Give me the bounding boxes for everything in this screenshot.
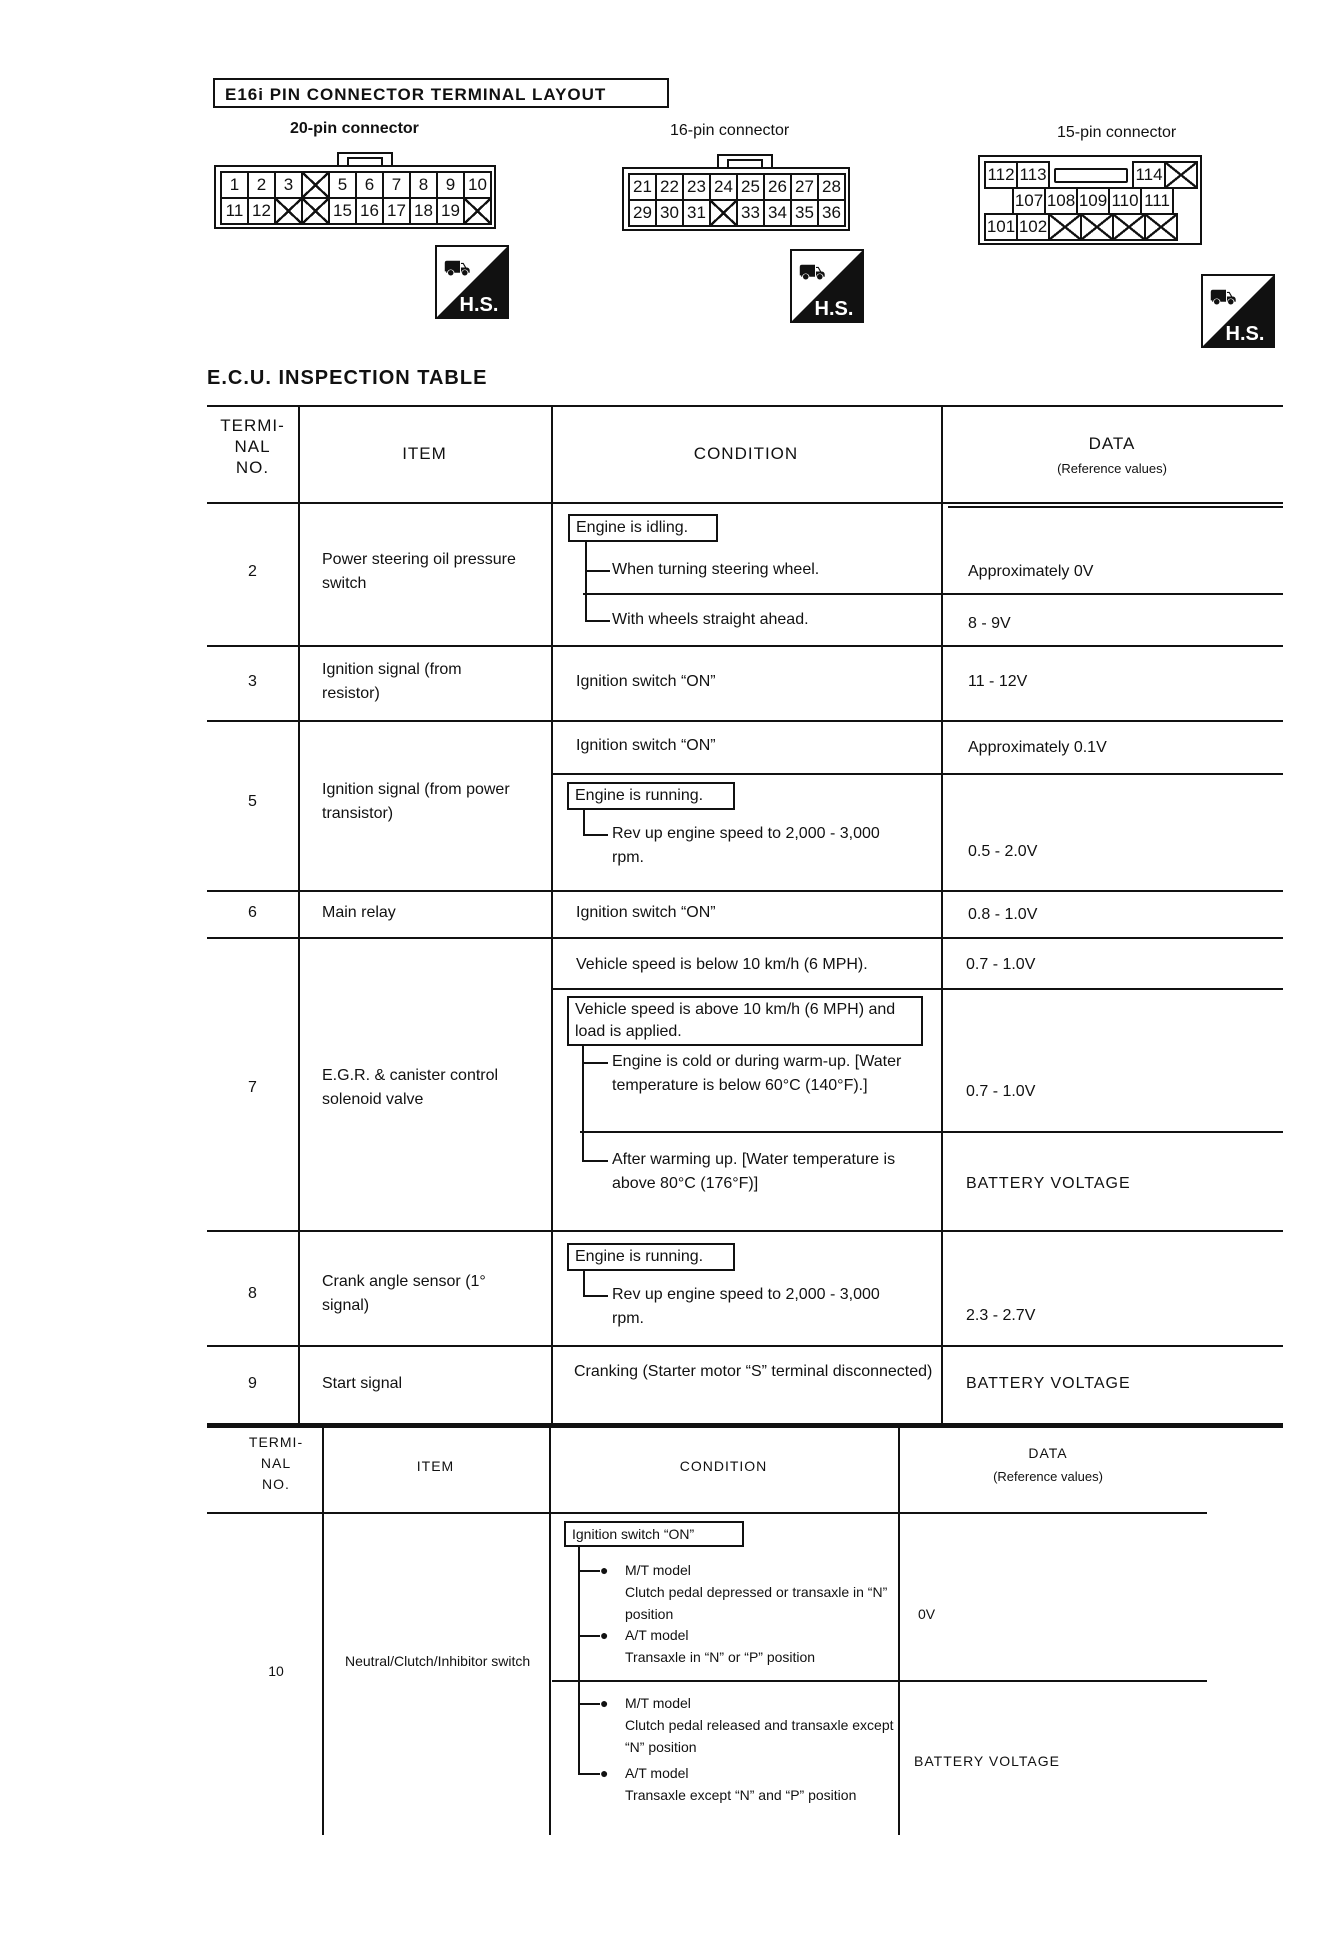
connector20 <box>214 165 496 229</box>
connector-pin-blank <box>301 197 330 225</box>
row7-data-c: BATTERY VOLTAGE <box>966 1175 1131 1192</box>
row7-item: E.G.R. & canister control solenoid valve <box>322 1067 499 1108</box>
connector16 <box>622 167 850 231</box>
connector-pin: 8 <box>409 171 438 199</box>
connector-pin: 101 <box>984 213 1018 241</box>
row10-bullet-icon: ● <box>600 1627 609 1643</box>
row5-cond-a: Ignition switch “ON” <box>576 737 716 754</box>
row10-item: Neutral/Clutch/Inhibitor switch <box>345 1653 531 1669</box>
row9-data: BATTERY VOLTAGE <box>966 1375 1131 1392</box>
row10-data-b: BATTERY VOLTAGE <box>914 1753 1060 1769</box>
connector-pin: 22 <box>655 173 684 201</box>
header-condition: CONDITION <box>693 444 799 463</box>
row3-cond: Ignition switch “ON” <box>576 673 716 690</box>
connector-pin: 21 <box>628 173 657 201</box>
row5-item: Ignition signal (from power transistor) <box>322 781 510 822</box>
connector-pin: 3 <box>274 171 303 199</box>
connector-pin: 23 <box>682 173 711 201</box>
row3-terminal: 3 <box>248 673 257 690</box>
connector-pin-blank <box>1164 161 1198 189</box>
row2-terminal: 2 <box>248 563 257 580</box>
t2-header-data: DATA <box>1028 1445 1068 1461</box>
row6-cond: Ignition switch “ON” <box>576 904 716 921</box>
connector-pin: 1 <box>220 171 249 199</box>
connector-pin: 113 <box>1016 161 1050 189</box>
svg-text:⛟: ⛟ <box>798 260 826 285</box>
hs-badge-text: H.S. <box>459 294 499 316</box>
row8-cond: Rev up engine speed to 2,000 - 3,000 rpm. <box>612 1286 880 1327</box>
row6-data: 0.8 - 1.0V <box>968 906 1038 923</box>
row10-mt2-title: M/T model <box>625 1695 691 1711</box>
connector-pin: 6 <box>355 171 384 199</box>
row10-cond-box: Ignition switch “ON” <box>564 1521 744 1547</box>
connector-pin-blank <box>301 171 330 199</box>
table-title: E.C.U. INSPECTION TABLE <box>207 367 488 389</box>
row8-terminal: 8 <box>248 1285 257 1302</box>
row9-cond: Cranking (Starter motor “S” terminal disconnected) <box>574 1363 933 1380</box>
row7-data-b: 0.7 - 1.0V <box>966 1083 1036 1100</box>
connector15 <box>978 155 1202 245</box>
connector-pin: 16 <box>355 197 384 225</box>
row2-data-b: 8 - 9V <box>968 615 1011 632</box>
hs-badge-icon <box>1201 274 1275 348</box>
connector-pin: 112 <box>984 161 1018 189</box>
row10-mt2-text: Clutch pedal released and transaxle except “N” position <box>625 1717 894 1755</box>
connector-pin: 35 <box>790 199 819 227</box>
header-data: DATA <box>1088 434 1136 453</box>
connector-key <box>1048 161 1134 189</box>
row9-item: Start signal <box>322 1375 403 1392</box>
row10-mt1-text: Clutch pedal depressed or transaxle in “N” position <box>625 1584 888 1622</box>
connector20-row2 <box>220 197 490 223</box>
row5-terminal: 5 <box>248 793 257 810</box>
row2-cond-b: With wheels straight ahead. <box>612 611 809 628</box>
connector-pin: 7 <box>382 171 411 199</box>
connector-pin: 108 <box>1044 187 1078 215</box>
row5-cond-b: Rev up engine speed to 2,000 - 3,000 rpm. <box>612 825 880 866</box>
row7-data-a: 0.7 - 1.0V <box>966 956 1036 973</box>
hs-badge-text: H.S. <box>814 298 854 320</box>
hs-badge-icon <box>435 245 509 319</box>
row5-data-a: Approximately 0.1V <box>968 739 1107 756</box>
connector-pin-blank <box>1112 213 1146 241</box>
connector-pin-blank <box>709 199 738 227</box>
row2-data-a: Approximately 0V <box>968 563 1094 580</box>
row10-bullet-icon: ● <box>600 1562 609 1578</box>
connector-pin-blank <box>1144 213 1178 241</box>
connector-pin: 29 <box>628 199 657 227</box>
connector-pin: 102 <box>1016 213 1050 241</box>
layout-title: E16i PIN CONNECTOR TERMINAL LAYOUT <box>213 78 669 108</box>
row10-at1-title: A/T model <box>625 1627 689 1643</box>
connector-pin: 110 <box>1108 187 1142 215</box>
header-terminal: TERMI- NAL NO. <box>220 416 285 477</box>
connector16-row1 <box>628 173 844 199</box>
connector-pin: 12 <box>247 197 276 225</box>
header-item: ITEM <box>402 444 447 463</box>
connector15-row1 <box>984 161 1196 187</box>
row10-data-a: 0V <box>918 1606 936 1622</box>
row2-item: Power steering oil pressure switch <box>322 551 516 592</box>
row10-at2-text: Transaxle except “N” and “P” position <box>625 1787 857 1803</box>
connector-pin: 34 <box>763 199 792 227</box>
header-data-sub: (Reference values) <box>1057 461 1167 476</box>
connector15-label: 15-pin connector <box>1057 124 1177 141</box>
row7-terminal: 7 <box>248 1079 257 1096</box>
row6-terminal: 6 <box>248 904 257 921</box>
connector-pin-blank <box>274 197 303 225</box>
connector-pin: 36 <box>817 199 846 227</box>
row2-cond-box: Engine is idling. <box>568 514 718 542</box>
t2-header-terminal: TERMI- NAL NO. <box>248 1434 304 1492</box>
row5-data-b: 0.5 - 2.0V <box>968 843 1038 860</box>
connector-pin: 5 <box>328 171 357 199</box>
connector-pin: 15 <box>328 197 357 225</box>
row10-bullet-icon: ● <box>600 1695 609 1711</box>
connector-pin: 27 <box>790 173 819 201</box>
t2-header-condition: CONDITION <box>679 1458 768 1474</box>
row7-cond-a: Vehicle speed is below 10 km/h (6 MPH). <box>576 956 868 973</box>
svg-text:⛟: ⛟ <box>443 256 471 281</box>
row8-cond-box: Engine is running. <box>567 1243 735 1271</box>
connector15-row3 <box>984 213 1196 239</box>
connector-pin: 26 <box>763 173 792 201</box>
connector20-label: 20-pin connector <box>290 120 419 137</box>
row7-cond-box: Vehicle speed is above 10 km/h (6 MPH) and load is applied. <box>567 996 923 1046</box>
row2-cond-a: When turning steering wheel. <box>612 561 820 578</box>
connector-pin: 114 <box>1132 161 1166 189</box>
row8-item: Crank angle sensor (1° signal) <box>322 1273 486 1314</box>
connector-pin: 9 <box>436 171 465 199</box>
connector-pin: 30 <box>655 199 684 227</box>
row7-cond-c: After warming up. [Water temperature is above 80°C (176°F)] <box>612 1151 896 1192</box>
row10-terminal: 10 <box>268 1663 284 1679</box>
row3-item: Ignition signal (from resistor) <box>322 661 462 702</box>
connector15-row2 <box>984 187 1196 213</box>
t2-header-item: ITEM <box>416 1458 455 1474</box>
row7-cond-b: Engine is cold or during warm-up. [Water temperature is below 60°C (140°F).] <box>612 1053 902 1094</box>
row9-terminal: 9 <box>248 1375 257 1392</box>
connector-pin-blank <box>1080 213 1114 241</box>
connector-pin: 107 <box>1012 187 1046 215</box>
row5-cond-box: Engine is running. <box>567 782 735 810</box>
row10-mt1-title: M/T model <box>625 1562 691 1578</box>
row3-data: 11 - 12V <box>968 673 1028 690</box>
connector-pin: 109 <box>1076 187 1110 215</box>
connector-pin-blank <box>463 197 492 225</box>
connector-pin: 31 <box>682 199 711 227</box>
connector-pin: 111 <box>1140 187 1174 215</box>
row10-bullet-icon: ● <box>600 1765 609 1781</box>
row8-data: 2.3 - 2.7V <box>966 1307 1036 1324</box>
row6-item: Main relay <box>322 904 396 921</box>
connector-pin: 10 <box>463 171 492 199</box>
connector-pin: 2 <box>247 171 276 199</box>
connector20-row1 <box>220 171 490 197</box>
connector-pin: 28 <box>817 173 846 201</box>
hs-badge-icon <box>790 249 864 323</box>
t2-header-data-sub: (Reference values) <box>993 1469 1103 1484</box>
connector-pin: 17 <box>382 197 411 225</box>
connector-pin: 11 <box>220 197 249 225</box>
connector-pin: 33 <box>736 199 765 227</box>
row10-at2-title: A/T model <box>625 1765 689 1781</box>
connector-pin: 19 <box>436 197 465 225</box>
connector16-label: 16-pin connector <box>670 122 790 139</box>
connector-pin-blank <box>1048 213 1082 241</box>
hs-badge-text: H.S. <box>1225 323 1265 345</box>
connector-pin: 25 <box>736 173 765 201</box>
svg-text:⛟: ⛟ <box>1209 285 1237 310</box>
connector16-row2 <box>628 199 844 225</box>
connector-pin: 18 <box>409 197 438 225</box>
connector-pin: 24 <box>709 173 738 201</box>
row10-at1-text: Transaxle in “N” or “P” position <box>625 1649 816 1665</box>
